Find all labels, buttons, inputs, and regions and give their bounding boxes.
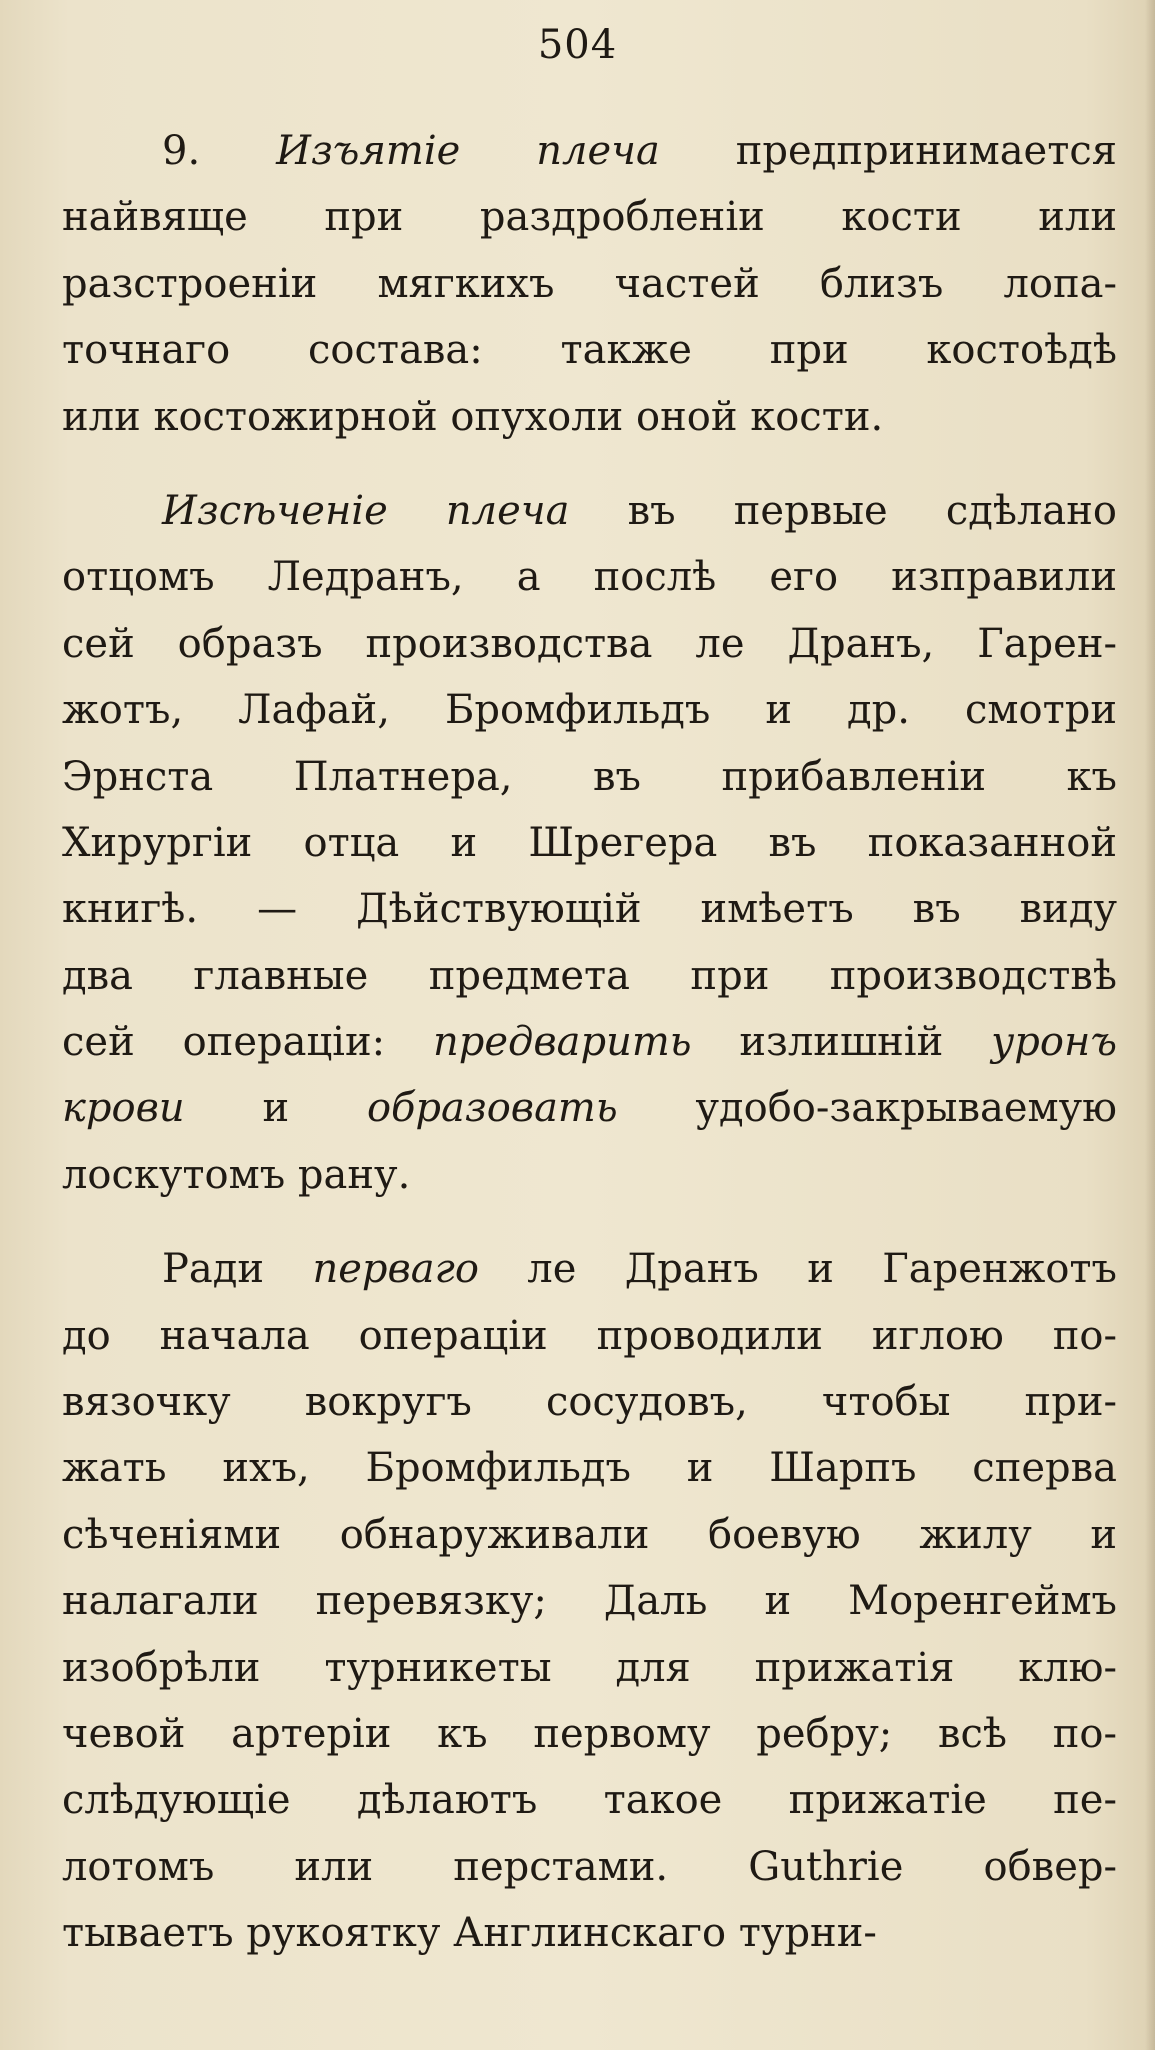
text-run: сѣченіями обнаруживали боевую жилу и (62, 1511, 1117, 1558)
text-run: жать ихъ, Бромфильдъ и Шарпъ сперва (62, 1445, 1117, 1492)
text-line (62, 544, 1117, 610)
text-line (62, 384, 1117, 450)
italic-text: Изсѣченіе плеча (162, 487, 570, 534)
text-line (62, 1236, 1117, 1302)
text-run: въ первые сдѣлано (569, 487, 1117, 534)
italic-text: уронъ (991, 1019, 1117, 1066)
text-run: слѣдующіе дѣлаютъ такое прижатіе пе- (62, 1777, 1117, 1824)
italic-text: предварить (432, 1019, 692, 1066)
text-run: лотомъ или перстами. Guthrie обвер- (62, 1843, 1117, 1890)
text-run: два главные предмета при производствѣ (62, 952, 1117, 999)
text-line (62, 1009, 1117, 1075)
text-run: Эрнста Платнера, въ прибавленіи къ (62, 753, 1117, 800)
text-line (62, 478, 1117, 544)
text-run: изобрѣли турникеты для прижатія клю- (62, 1644, 1117, 1691)
text-line (62, 1369, 1117, 1435)
text-run: налагали перевязку; Даль и Моренгеймъ (62, 1578, 1117, 1625)
text-run: жотъ, Лафай, Бромфильдъ и др. смотри (62, 687, 1117, 734)
text-run: отцомъ Ледранъ, а послѣ его изправили (62, 554, 1117, 601)
text-line (62, 1303, 1117, 1369)
text-run: разстроеніи мягкихъ частей близъ лопа- (62, 260, 1117, 307)
text-run: Хирургіи отца и Шрегера въ показанной (62, 819, 1117, 866)
text-line (62, 1568, 1117, 1634)
text-run: и (184, 1085, 367, 1132)
text-line (62, 744, 1117, 810)
text-line (62, 611, 1117, 677)
text-line (62, 317, 1117, 383)
text-line (62, 251, 1117, 317)
text-line (62, 1834, 1117, 1900)
text-run: удобо-закрываемую (617, 1085, 1117, 1132)
text-line (62, 1767, 1117, 1833)
text-line (62, 184, 1117, 250)
text-run: ле Дранъ и Гаренжотъ (478, 1246, 1117, 1293)
text-run: до начала операціи проводили иглою по- (62, 1312, 1117, 1359)
page-edge-shadow (1145, 0, 1155, 2050)
text-line (62, 677, 1117, 743)
text-run: или костожирной опухоли оной кости. (62, 393, 884, 440)
text-line (62, 876, 1117, 942)
text-run: Ради (162, 1246, 313, 1293)
text-line (62, 943, 1117, 1009)
text-run: сей образъ производства ле Дранъ, Гарен- (62, 620, 1117, 667)
text-run: чевой артеріи къ первому ребру; всѣ по- (62, 1710, 1117, 1757)
text-line (62, 1142, 1117, 1208)
text-run: излишній (691, 1019, 992, 1066)
text-run: тываетъ рукоятку Англинскаго турни- (62, 1910, 877, 1957)
text-line (62, 118, 1117, 184)
italic-text: перваго (312, 1246, 479, 1293)
text-line (62, 1502, 1117, 1568)
italic-text: образовать (366, 1085, 618, 1132)
text-run: лоскутомъ рану. (62, 1151, 411, 1198)
text-run: найвяще при раздробленіи кости или (62, 194, 1117, 241)
text-line (62, 1635, 1117, 1701)
text-run: книгѣ. — Дѣйствующій имѣетъ въ виду (62, 886, 1117, 933)
text-run: предпринимается (659, 128, 1117, 174)
text-run: точнаго состава: также при костоѣдѣ (62, 327, 1117, 374)
italic-text: Изъятіе плеча (276, 128, 660, 174)
text-line (62, 1435, 1117, 1501)
text-line (62, 1701, 1117, 1767)
text-run: вязочку вокругъ сосудовъ, чтобы при- (62, 1379, 1117, 1426)
text-run: 9. (162, 128, 277, 174)
text-line (62, 1075, 1117, 1141)
body-text (62, 118, 1117, 1967)
text-line (62, 810, 1117, 876)
text-run: сей операціи: (62, 1019, 433, 1066)
page-number: 504 (537, 22, 618, 68)
italic-text: крови (62, 1085, 185, 1132)
text-line (62, 1900, 1117, 1966)
